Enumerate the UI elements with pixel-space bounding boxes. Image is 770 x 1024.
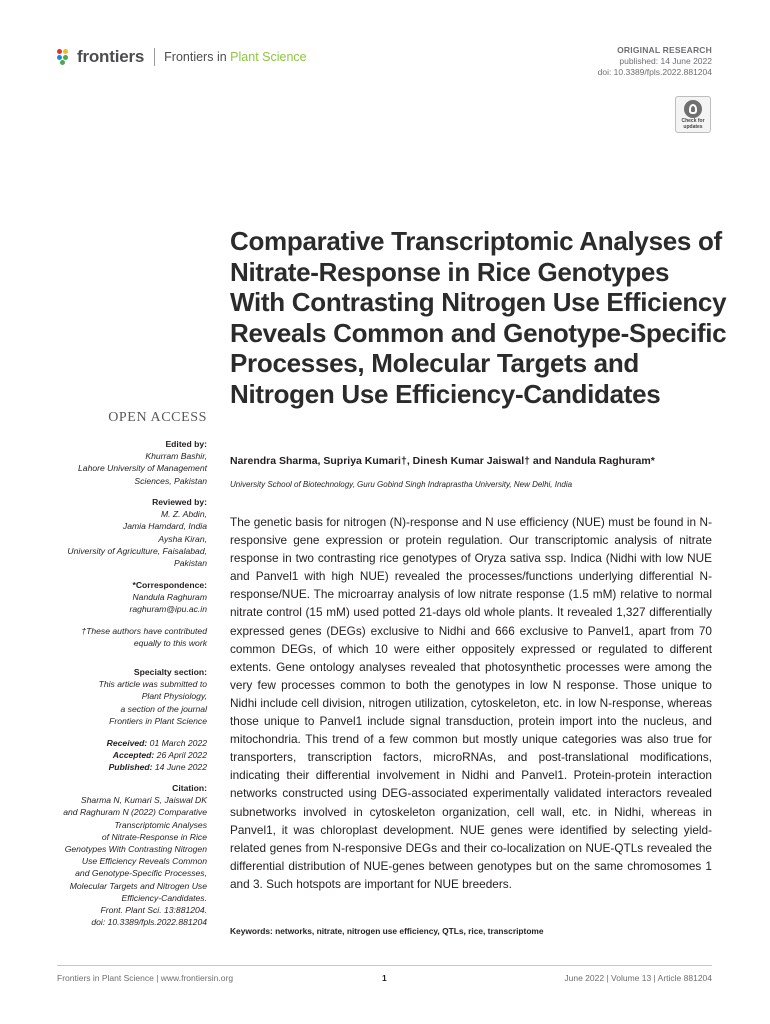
correspondent-name: Nandula Raghuram bbox=[132, 592, 207, 603]
reviewer-line: University of Agriculture, Faisalabad, bbox=[67, 545, 207, 556]
citation-line: Genotypes With Contrasting Nitrogen bbox=[64, 844, 207, 855]
citation-line: and Raghuram N (2022) Comparative bbox=[63, 807, 207, 818]
contribution-line: †These authors have contributed bbox=[81, 626, 207, 636]
correspondence-block bbox=[37, 579, 207, 616]
accepted-label: Accepted: bbox=[112, 750, 155, 761]
keywords-label: Keywords: bbox=[230, 926, 273, 936]
author-list: Narendra Sharma, Supriya Kumari†, Dinesh Kumar Jaiswal† and Nandula Raghuram* bbox=[230, 455, 655, 467]
published-date-side bbox=[37, 761, 207, 773]
article-type: ORIGINAL RESEARCH bbox=[617, 45, 712, 55]
citation-line: Sharma N, Kumari S, Jaiswal DK bbox=[80, 795, 207, 806]
article-doi[interactable]: doi: 10.3389/fpls.2022.881204 bbox=[597, 67, 712, 77]
correspondent-email[interactable]: raghuram@ipu.ac.in bbox=[129, 604, 207, 615]
citation-line: Transcriptomic Analyses bbox=[114, 819, 207, 830]
dates-block bbox=[37, 737, 207, 774]
editor-line: Lahore University of Management bbox=[78, 463, 207, 474]
logo-wordmark: frontiers bbox=[77, 47, 145, 66]
specialty-block bbox=[37, 666, 207, 727]
contribution-note bbox=[37, 625, 207, 649]
reviewed-by-label: Reviewed by: bbox=[152, 497, 207, 507]
specialty-line: a section of the journal bbox=[120, 703, 207, 714]
journal-name bbox=[164, 50, 306, 64]
citation-line: Molecular Targets and Nitrogen Use bbox=[69, 880, 207, 891]
received-label: Received: bbox=[106, 738, 148, 748]
frontiers-logo-icon bbox=[57, 49, 73, 65]
specialty-label: Specialty section: bbox=[133, 667, 207, 677]
footer-divider bbox=[57, 965, 712, 966]
journal-prefix: Frontiers in bbox=[164, 50, 227, 64]
contribution-line: equally to this work bbox=[133, 638, 207, 649]
article-title: Comparative Transcriptomic Analyses of Nitrate-Response in Rice Genotypes With Contrasting Nitrogen Use Efficiency Reveals Common and Genotype-Specific Processes, Molecular Targets and Nitrogen Use Efficiency-Candidates bbox=[230, 226, 727, 409]
accepted-date bbox=[37, 749, 207, 761]
published-date: published: 14 June 2022 bbox=[619, 56, 712, 66]
affiliation: University School of Biotechnology, Guru Gobind Singh Indraprastha University, New Delhi, India bbox=[230, 480, 573, 489]
footer-volume-info: June 2022 | Volume 13 | Article 881204 bbox=[564, 973, 712, 983]
abstract-text: The genetic basis for nitrogen (N)-response and N use efficiency (NUE) must be found in N-responsive gene expression or protein regulation. Our transcriptomic analysis of nitrate response in two contrasting rice genotypes of Oryza sativa ssp. Indica (Nidhi with low NUE and Panvel1 with high NUE) revealed the processes/functions underlying differential N-response/NUE. The microarray analysis of low nitrate response (1.5 mM) relative to normal nitrate control (15 mM) used potted 21-days old whole plants. It revealed 1,327 differentially expressed genes (DEGs) exclusive to Nidhi and 666 exclusive to Panvel1, apart from 70 common DEGs, of which 10 were either oppositely expressed or regulated to different extents. Gene ontology analyses revealed that photosynthetic processes were among the very few processes common to both the genotypes in low N response. Those unique to Nidhi include cell division, nitrogen utilization, cytoskeleton, etc. in low N-response, whereas those unique to Panvel1 include signal transduction, protein import into the nucleus, and mitochondria. This trend of a few common but mostly unique categories was also true for transporters, transcription factors, microRNAs, and post-translational modifications, indicating their differential involvement in Nidhi and Panvel1. Protein-protein interaction networks constructed using DEG-associated experimentally validated interactors revealed subnetworks involved in cytoskeleton organization, cell wall, etc. in Nidhi, whereas in Panvel1, it was chloroplast development. NUE genes were identified by selecting yield-related genes from N-responsive DEGs and their co-localization on NUE-QTLs revealed the differential distribution of NUE-genes between genotypes but on the same chromosomes 1 and 3. Such hotspots are important for NUE breeders. bbox=[230, 515, 712, 891]
citation-line: Efficiency-Candidates. bbox=[121, 892, 207, 903]
editor-line: Sciences, Pakistan bbox=[134, 475, 207, 486]
citation-doi[interactable]: doi: 10.3389/fpls.2022.881204 bbox=[91, 917, 207, 928]
open-access-label: OPEN ACCESS bbox=[108, 410, 207, 425]
editor-line: Khurram Bashir, bbox=[145, 451, 207, 462]
reviewer-line: Jamia Hamdard, India bbox=[122, 521, 207, 532]
published-value: 14 June 2022 bbox=[154, 762, 207, 773]
edited-by-label: Edited by: bbox=[165, 439, 207, 449]
reviewer-line: Pakistan bbox=[174, 558, 207, 569]
footer-journal-link[interactable]: Frontiers in Plant Science | www.frontiersin.org bbox=[57, 973, 234, 983]
specialty-line: Plant Physiology, bbox=[141, 691, 207, 702]
page-number: 1 bbox=[382, 973, 387, 983]
citation-line: and Genotype-Specific Processes, bbox=[75, 868, 207, 879]
accepted-value: 26 April 2022 bbox=[156, 750, 207, 761]
reviewed-by-block bbox=[37, 496, 207, 569]
check-for-updates-button[interactable] bbox=[675, 96, 711, 133]
correspondence-label: *Correspondence: bbox=[132, 580, 207, 590]
citation-label: Citation: bbox=[172, 783, 207, 793]
reviewer-line: M. Z. Abdin, bbox=[160, 509, 207, 520]
citation-block bbox=[37, 782, 207, 928]
edited-by-block bbox=[37, 438, 207, 487]
journal-accent: Plant Science bbox=[230, 50, 307, 64]
keywords-line bbox=[230, 926, 544, 936]
reviewer-line: Aysha Kiran, bbox=[158, 533, 207, 544]
article-meta bbox=[598, 45, 712, 78]
citation-line: Use Efficiency Reveals Common bbox=[81, 856, 207, 867]
specialty-line: Frontiers in Plant Science bbox=[109, 715, 207, 726]
journal-logo[interactable] bbox=[57, 46, 307, 68]
received-date bbox=[37, 737, 207, 749]
received-value: 01 March 2022 bbox=[149, 738, 207, 748]
citation-line: Front. Plant Sci. 13:881204. bbox=[100, 905, 207, 916]
check-updates-icon bbox=[684, 100, 702, 118]
published-label: Published: bbox=[108, 762, 153, 773]
badge-label-text: Check for updates bbox=[681, 118, 705, 130]
specialty-line: This article was submitted to bbox=[98, 679, 207, 690]
badge-label bbox=[676, 119, 710, 130]
keywords-list: networks, nitrate, nitrogen use efficiency, QTLs, rice, transcriptome bbox=[275, 926, 544, 936]
logo-divider bbox=[154, 48, 155, 66]
citation-line: of Nitrate-Response in Rice bbox=[101, 831, 207, 842]
